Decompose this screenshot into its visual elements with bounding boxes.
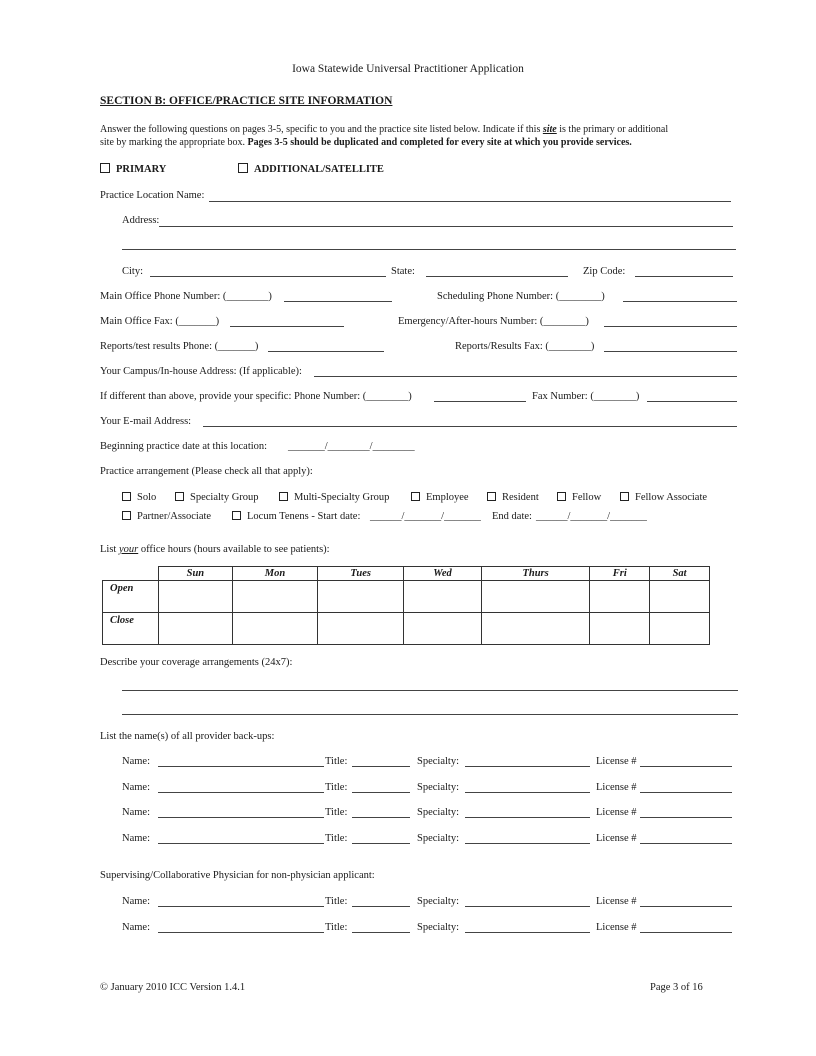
option-label: Employee	[426, 492, 469, 503]
city-label: City:	[122, 266, 144, 277]
intro-line-1	[100, 124, 668, 135]
title-field[interactable]	[352, 792, 410, 793]
corner-cell	[103, 567, 159, 581]
specialty-label: Specialty:	[417, 832, 459, 844]
name-label: Name:	[122, 832, 150, 844]
open-wed-cell[interactable]	[404, 581, 482, 613]
specialty-field[interactable]	[465, 906, 590, 907]
checkbox[interactable]	[175, 492, 184, 501]
emergency-label: Emergency/After-hours Number: (________)	[398, 316, 589, 327]
state-label: State:	[391, 266, 415, 277]
name-field[interactable]	[158, 817, 324, 818]
reports-fax-field[interactable]	[604, 351, 737, 352]
practice-location-label: Practice Location Name:	[100, 190, 205, 201]
address-field[interactable]	[159, 226, 733, 227]
specialty-label: Specialty:	[417, 921, 459, 933]
office-hours-label	[100, 544, 330, 555]
checkbox[interactable]	[279, 492, 288, 501]
practice-location-field[interactable]	[209, 201, 731, 202]
intro-bold-instruction: Pages 3-5 should be duplicated and completed for every site at which you provide services.	[247, 137, 632, 148]
title-field[interactable]	[352, 817, 410, 818]
checkbox[interactable]	[232, 511, 241, 520]
specific-phone-label: If different than above, provide your specific: Phone Number: (________)	[100, 391, 412, 402]
intro-site-emphasis: site	[542, 124, 557, 135]
main-phone-label: Main Office Phone Number: (________)	[100, 291, 272, 302]
title-label: Title:	[325, 781, 348, 793]
coverage-field-line-2[interactable]	[122, 714, 738, 715]
office-hours-table	[102, 566, 710, 645]
title-field[interactable]	[352, 906, 410, 907]
option-label: Fellow	[572, 492, 602, 503]
label-text: List	[100, 544, 119, 555]
arrangement-option-locum-tenens[interactable]	[232, 511, 360, 522]
title-label: Title:	[325, 756, 348, 767]
specialty-field[interactable]	[465, 766, 590, 767]
arrangement-option-fellow[interactable]	[557, 492, 601, 503]
option-label: Solo	[137, 492, 157, 503]
license-label: License #	[596, 807, 637, 818]
checkbox[interactable]	[122, 511, 131, 520]
title-label: Title:	[325, 921, 348, 933]
city-field[interactable]	[150, 276, 386, 277]
arrangement-option-multi-specialty[interactable]	[279, 492, 389, 503]
close-row	[103, 613, 710, 645]
name-field[interactable]	[158, 843, 324, 844]
close-sun-cell[interactable]	[159, 613, 233, 645]
specialty-label: Specialty:	[417, 807, 459, 818]
license-label: License #	[596, 756, 637, 767]
name-label: Name:	[122, 756, 150, 767]
title-field[interactable]	[352, 843, 410, 844]
backups-label: List the name(s) of all provider back-ups:	[100, 731, 275, 742]
address-label: Address:	[122, 215, 160, 226]
intro-text: site by marking the appropriate box.	[100, 137, 248, 148]
license-field[interactable]	[640, 932, 732, 933]
license-label: License #	[596, 896, 637, 907]
license-field[interactable]	[640, 792, 732, 793]
label-text: office hours (hours available to see patients):	[138, 544, 330, 555]
day-header: Wed	[404, 567, 482, 581]
specialty-field[interactable]	[465, 843, 590, 844]
additional-option[interactable]	[238, 163, 384, 175]
page-header-title: Iowa Statewide Universal Practitioner Application	[292, 63, 524, 75]
name-label: Name:	[122, 781, 150, 793]
license-field[interactable]	[640, 817, 732, 818]
footer-page-number: Page 3 of 16	[650, 982, 703, 993]
locum-start-date-field[interactable]: ______/_______/_______	[370, 511, 481, 522]
name-label: Name:	[122, 921, 150, 933]
specialty-field[interactable]	[465, 932, 590, 933]
name-field[interactable]	[158, 792, 324, 793]
checkbox[interactable]	[557, 492, 566, 501]
option-label: Resident	[502, 492, 539, 503]
name-field[interactable]	[158, 932, 324, 933]
specialty-label: Specialty:	[417, 756, 459, 767]
specialty-field[interactable]	[465, 817, 590, 818]
arrangement-option-employee[interactable]	[411, 492, 469, 503]
title-label: Title:	[325, 896, 348, 907]
office-hours-header-row	[103, 567, 710, 581]
checkbox[interactable]	[122, 492, 131, 501]
name-field[interactable]	[158, 906, 324, 907]
name-label: Name:	[122, 807, 150, 818]
day-header: Tues	[318, 567, 404, 581]
intro-text: Answer the following questions on pages 3-5, specific to you and the practice site listed below. Indicate if this	[100, 124, 543, 135]
supervising-label: Supervising/Collaborative Physician for non-physician applicant:	[100, 870, 375, 881]
specialty-label: Specialty:	[417, 781, 459, 793]
section-title: SECTION B: OFFICE/PRACTICE SITE INFORMATION	[100, 95, 393, 107]
intro-text: is the primary or additional	[556, 124, 669, 135]
main-phone-field[interactable]	[284, 301, 392, 302]
option-label: Locum Tenens - Start date:	[247, 511, 361, 522]
close-wed-cell[interactable]	[404, 613, 482, 645]
specialty-field[interactable]	[465, 792, 590, 793]
open-thu-cell[interactable]	[481, 581, 590, 613]
close-tue-cell[interactable]	[318, 613, 404, 645]
zip-field[interactable]	[635, 276, 733, 277]
option-label: Specialty Group	[190, 492, 259, 503]
day-header: Mon	[232, 567, 317, 581]
primary-label: PRIMARY	[116, 164, 167, 175]
arrangement-option-specialty-group[interactable]	[175, 492, 259, 503]
row-label-open: Open	[103, 581, 159, 613]
locum-end-date-field[interactable]: ______/_______/_______	[536, 511, 647, 522]
coverage-field-line-1[interactable]	[122, 690, 738, 691]
license-field[interactable]	[640, 906, 732, 907]
campus-address-label: Your Campus/In-house Address: (If applicable):	[100, 366, 302, 377]
open-mon-cell[interactable]	[232, 581, 317, 613]
additional-label: ADDITIONAL/SATELLITE	[254, 164, 384, 175]
open-row	[103, 581, 710, 613]
scheduling-phone-label: Scheduling Phone Number: (________)	[437, 291, 605, 302]
checkbox[interactable]	[411, 492, 420, 501]
open-tue-cell[interactable]	[318, 581, 404, 613]
option-label: Partner/Associate	[137, 511, 212, 522]
state-field[interactable]	[426, 276, 568, 277]
email-label: Your E-mail Address:	[100, 416, 192, 427]
locum-end-date-label: End date:	[492, 511, 532, 522]
open-fri-cell[interactable]	[590, 581, 650, 613]
specialty-label: Specialty:	[417, 896, 459, 907]
arrangement-option-partner[interactable]	[122, 511, 211, 522]
title-label: Title:	[325, 807, 348, 818]
address-field-line-2[interactable]	[122, 249, 736, 250]
license-label: License #	[596, 921, 637, 933]
primary-checkbox[interactable]	[100, 163, 110, 173]
scheduling-phone-field[interactable]	[623, 301, 737, 302]
specific-phone-field[interactable]	[434, 401, 526, 402]
primary-option[interactable]	[100, 163, 166, 175]
specific-fax-label: Fax Number: (________)	[532, 391, 640, 402]
reports-fax-label: Reports/Results Fax: (________)	[455, 341, 595, 352]
footer-version: © January 2010 ICC Version 1.4.1	[100, 982, 246, 993]
close-mon-cell[interactable]	[232, 613, 317, 645]
title-label: Title:	[325, 832, 348, 844]
email-field[interactable]	[203, 426, 737, 427]
checkbox[interactable]	[487, 492, 496, 501]
open-sat-cell[interactable]	[650, 581, 710, 613]
coverage-label: Describe your coverage arrangements (24x7):	[100, 657, 293, 668]
day-header: Sun	[159, 567, 233, 581]
day-header: Fri	[590, 567, 650, 581]
specific-fax-field[interactable]	[647, 401, 737, 402]
checkbox[interactable]	[620, 492, 629, 501]
arrangement-option-resident[interactable]	[487, 492, 539, 503]
title-field[interactable]	[352, 932, 410, 933]
arrangement-option-solo[interactable]	[122, 492, 156, 503]
license-label: License #	[596, 832, 637, 844]
option-label: Fellow Associate	[635, 492, 708, 503]
reports-phone-label: Reports/test results Phone: (_______)	[100, 341, 259, 352]
name-label: Name:	[122, 896, 150, 907]
day-header: Sat	[650, 567, 710, 581]
close-thu-cell[interactable]	[481, 613, 590, 645]
emergency-field[interactable]	[604, 326, 737, 327]
zip-label: Zip Code:	[583, 266, 626, 277]
license-field[interactable]	[640, 843, 732, 844]
campus-address-field[interactable]	[314, 376, 737, 377]
begin-date-field[interactable]: _______/________/________	[288, 441, 415, 452]
label-emphasis: your	[118, 544, 139, 555]
main-fax-label: Main Office Fax: (_______)	[100, 316, 220, 327]
license-label: License #	[596, 781, 637, 793]
additional-checkbox[interactable]	[238, 163, 248, 173]
begin-date-label: Beginning practice date at this location:	[100, 441, 268, 452]
license-field[interactable]	[640, 766, 732, 767]
close-fri-cell[interactable]	[590, 613, 650, 645]
name-field[interactable]	[158, 766, 324, 767]
close-sat-cell[interactable]	[650, 613, 710, 645]
intro-line-2	[100, 137, 632, 148]
practice-arrangement-label: Practice arrangement (Please check all that apply):	[100, 466, 313, 477]
open-sun-cell[interactable]	[159, 581, 233, 613]
row-label-close: Close	[103, 613, 159, 645]
reports-phone-field[interactable]	[268, 351, 384, 352]
arrangement-option-fellow-associate[interactable]	[620, 492, 707, 503]
option-label: Multi-Specialty Group	[294, 492, 390, 503]
main-fax-field[interactable]	[230, 326, 344, 327]
title-field[interactable]	[352, 766, 410, 767]
day-header: Thurs	[481, 567, 590, 581]
